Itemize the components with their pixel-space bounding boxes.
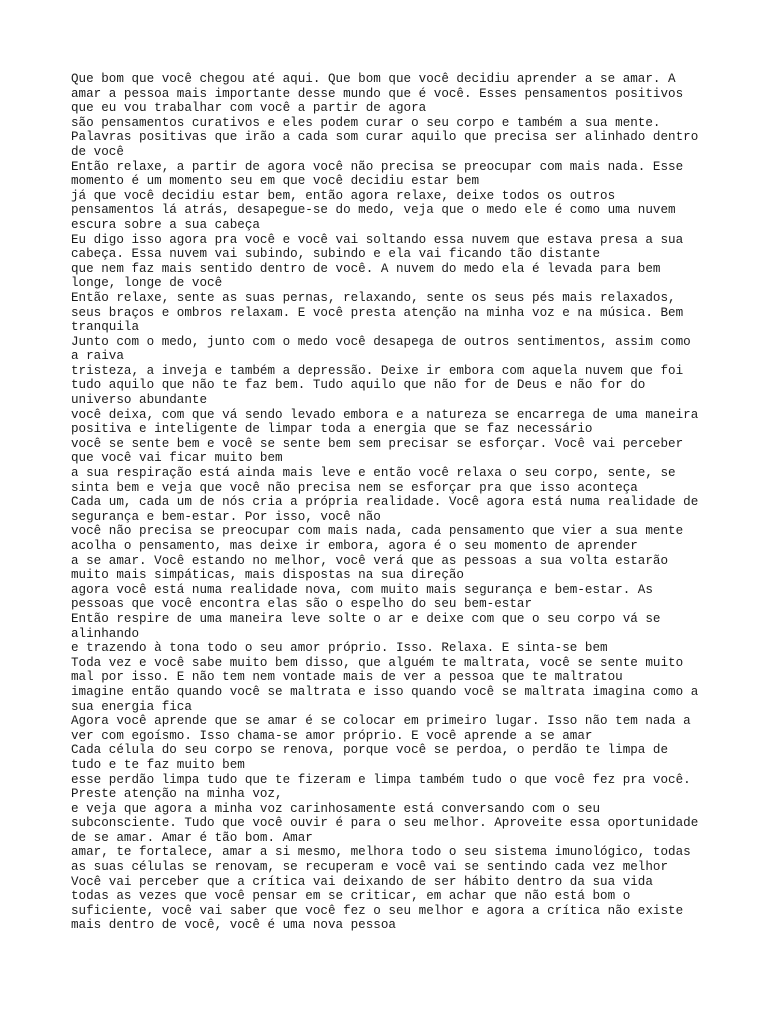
text-line: tudo aquilo que não te faz bem. Tudo aquilo que não for de Deus e não for do (71, 378, 646, 393)
text-line: Cada um, cada um de nós cria a própria realidade. Você agora está numa realidade de (71, 495, 699, 510)
text-line: seus braços e ombros relaxam. E você presta atenção na minha voz e na música. Bem (71, 305, 684, 320)
text-line: e veja que agora a minha voz carinhosamente está conversando com o seu (71, 801, 601, 816)
text-line: Junto com o medo, junto com o medo você desapega de outros sentimentos, assim como (71, 334, 691, 349)
text-line: amar a pessoa mais importante desse mundo que é você. Esses pensamentos positivos (71, 86, 684, 101)
text-line: que você vai ficar muito bem (71, 451, 283, 466)
text-line: imagine então quando você se maltrata e isso quando você se maltrata imagina como a (71, 684, 699, 699)
text-line: momento é um momento seu em que você decidiu estar bem (71, 174, 480, 189)
text-line: segurança e bem-estar. Por isso, você não (71, 509, 381, 524)
text-line: sua energia fica (71, 699, 192, 714)
text-line: sinta bem e veja que você não precisa nem se esforçar pra que isso aconteça (71, 480, 638, 495)
text-line: mal por isso. E não tem nem vontade mais de ver a pessoa que te maltratou (71, 670, 623, 685)
text-line: são pensamentos curativos e eles podem curar o seu corpo e também a sua mente. (71, 115, 661, 130)
text-line: suficiente, você vai saber que você fez o seu melhor e agora a crítica não existe (71, 903, 684, 918)
text-line: ver com egoísmo. Isso chama-se amor próprio. E você aprende a se amar (71, 728, 593, 743)
text-line: tristeza, a inveja e também a depressão. Deixe ir embora com aquela nuvem que foi (71, 363, 684, 378)
text-line: você não precisa se preocupar com mais nada, cada pensamento que vier a sua mente (71, 524, 684, 539)
text-line: amar, te fortalece, amar a si mesmo, melhora todo o seu sistema imunológico, todas (71, 845, 691, 860)
text-line: positiva e inteligente de limpar toda a energia que se faz necessário (71, 422, 593, 437)
text-line: a raiva (71, 349, 124, 364)
text-line: cabeça. Essa nuvem vai subindo, subindo e ela vai ficando tão distante (71, 247, 601, 262)
text-line: você deixa, com que vá sendo levado embora e a natureza se encarrega de uma maneira (71, 407, 699, 422)
text-line: que eu vou trabalhar com você a partir de agora (71, 101, 427, 116)
text-line: escura sobre a sua cabeça (71, 217, 260, 232)
document-body-text (71, 72, 711, 933)
text-line: pessoas que você encontra elas são o espelho do seu bem-estar (71, 597, 533, 612)
text-line: Então relaxe, a partir de agora você não precisa se preocupar com mais nada. Esse (71, 159, 684, 174)
text-line: de se amar. Amar é tão bom. Amar (71, 830, 313, 845)
text-line: agora você está numa realidade nova, com muito mais segurança e bem-estar. As (71, 582, 653, 597)
text-line: você se sente bem e você se sente bem sem precisar se esforçar. Você vai perceber (71, 436, 684, 451)
text-line: alinhando (71, 626, 140, 641)
text-line: a sua respiração está ainda mais leve e então você relaxa o seu corpo, sente, se (71, 466, 676, 481)
text-line: Então relaxe, sente as suas pernas, relaxando, sente os seus pés mais relaxados, (71, 290, 676, 305)
text-line: Agora você aprende que se amar é se colocar em primeiro lugar. Isso não tem nada a (71, 714, 691, 729)
text-line: todas as vezes que você pensar em se criticar, em achar que não está bom o (71, 889, 631, 904)
text-line: Então respire de uma maneira leve solte o ar e deixe com que o seu corpo vá se (71, 611, 661, 626)
text-line: muito mais simpáticas, mais dispostas na sua direção (71, 568, 464, 583)
text-line: Palavras positivas que irão a cada som curar aquilo que precisa ser alinhado dentro (71, 130, 699, 145)
text-line: Você vai perceber que a crítica vai deixando de ser hábito dentro da sua vida (71, 874, 653, 889)
text-line: Cada célula do seu corpo se renova, porque você se perdoa, o perdão te limpa de (71, 743, 669, 758)
text-line: Eu digo isso agora pra você e você vai soltando essa nuvem que estava presa a sua (71, 232, 684, 247)
text-line: pensamentos lá atrás, desapegue-se do medo, veja que o medo ele é como uma nuvem (71, 203, 676, 218)
text-line: a se amar. Você estando no melhor, você verá que as pessoas a sua volta estarão (71, 553, 669, 568)
text-line: acolha o pensamento, mas deixe ir embora, agora é o seu momento de aprender (71, 539, 638, 553)
text-line: que nem faz mais sentido dentro de você. A nuvem do medo ela é levada para bem (71, 261, 661, 276)
text-line: Preste atenção na minha voz, (71, 787, 283, 802)
text-line: Que bom que você chegou até aqui. Que bom que você decidiu aprender a se amar. A (71, 72, 676, 86)
text-line: de você (71, 144, 124, 159)
text-line: subconsciente. Tudo que você ouvir é para o seu melhor. Aproveite essa oportunidade (71, 816, 699, 831)
text-line: esse perdão limpa tudo que te fizeram e limpa também tudo o que você fez pra você. (71, 772, 691, 787)
text-line: as suas células se renovam, se recuperam e você vai se sentindo cada vez melhor (71, 860, 669, 875)
text-line: e trazendo à tona todo o seu amor próprio. Isso. Relaxa. E sinta-se bem (71, 641, 608, 656)
text-line: já que você decidiu estar bem, então agora relaxe, deixe todos os outros (71, 188, 616, 203)
text-line: longe, longe de você (71, 276, 223, 291)
text-line: tudo e te faz muito bem (71, 757, 245, 772)
text-line: tranquila (71, 320, 140, 335)
text-line: Toda vez e você sabe muito bem disso, que alguém te maltrata, você se sente muito (71, 655, 684, 670)
text-line: mais dentro de você, você é uma nova pessoa (71, 918, 396, 933)
text-line: universo abundante (71, 393, 208, 408)
